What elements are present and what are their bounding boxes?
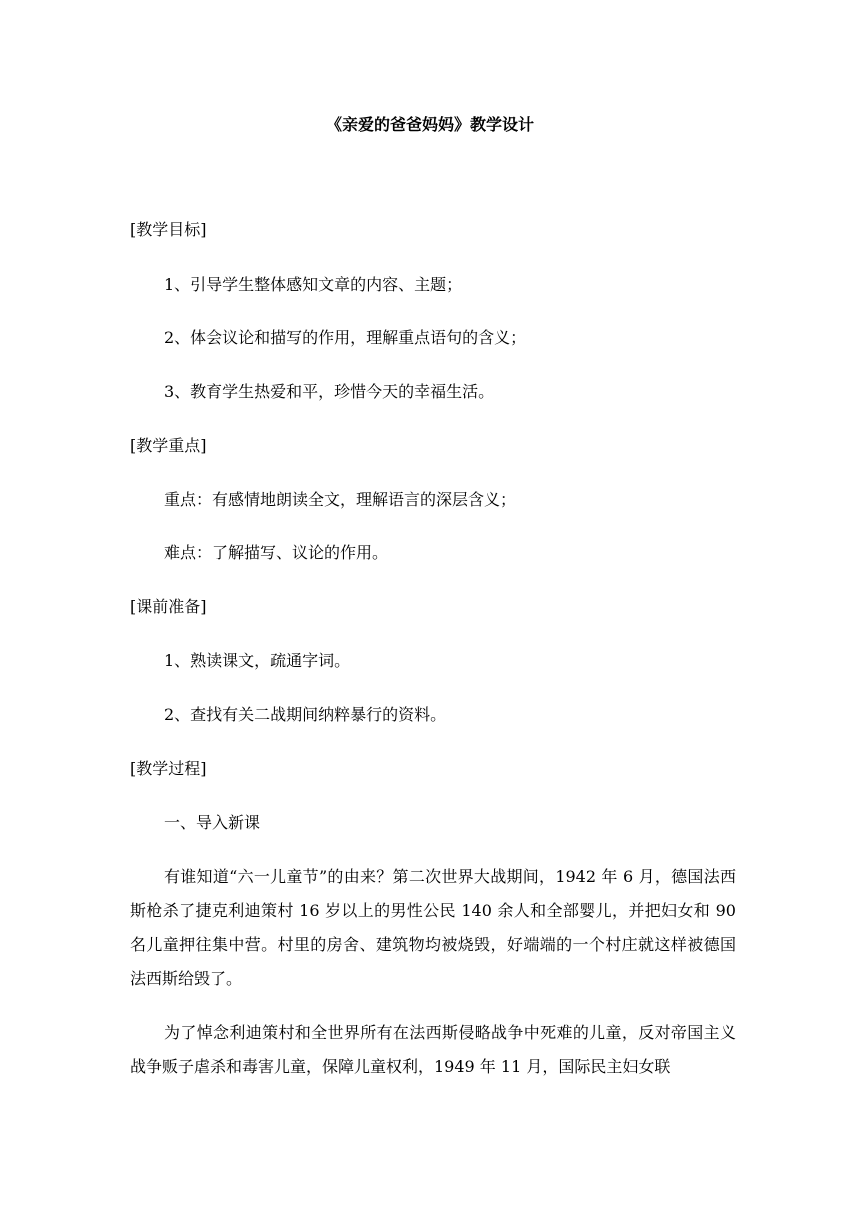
document-title: 《亲爱的爸爸妈妈》教学设计 [325, 115, 534, 134]
body-paragraph: 有谁知道“六一儿童节”的由来？第二次世界大战期间，1942 年 6 月，德国法西斯枪杀了捷克利迪策村 16 岁以上的男性公民 140 余人和全部婴儿，并把妇女和 90 名儿童押往集中营。村里的房舍、建筑物均被烧毁，好端端的一个村庄就这样被德国法西斯给毁了。 [130, 867, 736, 988]
process-heading: [教学过程] [130, 759, 207, 778]
objective-item: 2、体会议论和描写的作用，理解重点语句的含义； [164, 328, 527, 347]
key-points-heading: [教学重点] [130, 436, 207, 455]
preparation-item: 2、查找有关二战期间纳粹暴行的资料。 [164, 705, 447, 724]
objectives-heading: [教学目标] [130, 220, 207, 239]
key-point-item: 重点：有感情地朗读全文，理解语言的深层含义； [164, 490, 517, 509]
key-point-item: 难点：了解描写、议论的作用。 [164, 543, 389, 562]
preparation-heading: [课前准备] [130, 597, 207, 616]
objective-item: 1、引导学生整体感知文章的内容、主题； [164, 275, 463, 294]
body-paragraph: 为了悼念利迪策村和全世界所有在法西斯侵略战争中死难的儿童，反对帝国主义战争贩子虐杀和毒害儿童，保障儿童权利，1949 年 11 月，国际民主妇女联 [130, 1023, 736, 1076]
objective-item: 3、教育学生热爱和平，珍惜今天的幸福生活。 [164, 382, 495, 401]
process-step-title: 一、导入新课 [164, 813, 261, 832]
preparation-item: 1、熟读课文，疏通字词。 [164, 651, 351, 670]
